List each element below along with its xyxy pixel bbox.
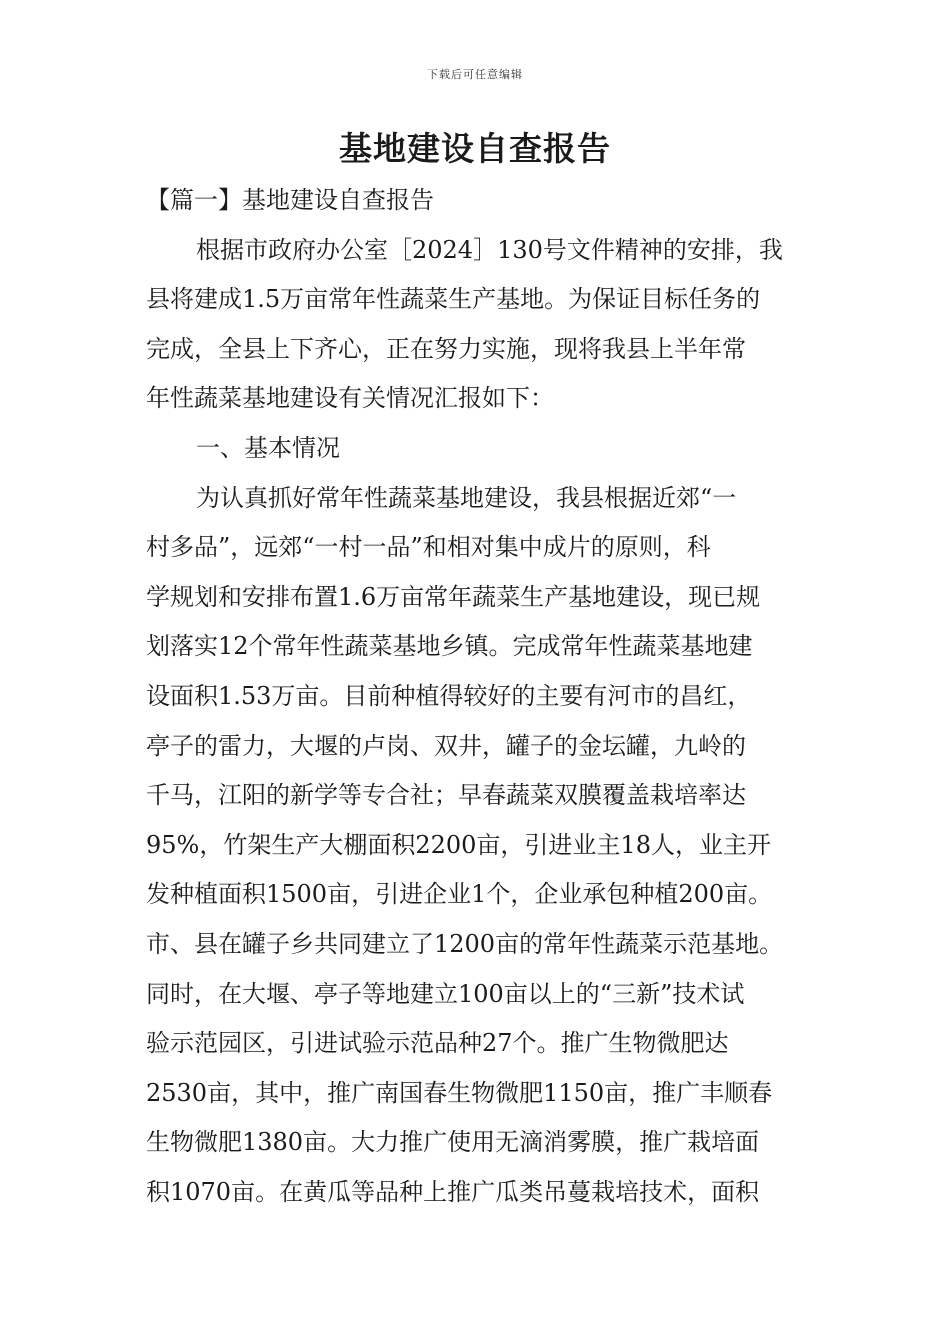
text-line: 为认真抓好常年性蔬菜基地建设，我县根据近郊“一 [196,483,737,512]
text-line: 生物微肥1380亩。大力推广使用无滴消雾膜，推广栽培面 [146,1128,760,1157]
text-line: 根据市政府办公室［2024］130号文件精神的安排，我 [196,235,783,264]
text-line: 市、县在罐子乡共同建立了1200亩的常年性蔬菜示范基地。 [146,929,784,958]
text-line: 2530亩，其中，推广南国春生物微肥1150亩，推广丰顺春 [146,1078,773,1107]
document-title: 基地建设自查报告 [339,129,611,168]
header-note: 下载后可任意编辑 [427,68,523,81]
section-label: 【篇一】基地建设自查报告 [146,186,434,214]
text-line: 学规划和安排布置1.6万亩常年蔬菜生产基地建设，现已规 [146,582,761,611]
text-line: 积1070亩。在黄瓜等品种上推广瓜类吊蔓栽培技术，面积 [146,1177,760,1206]
text-line: 县将建成1.5万亩常年性蔬菜生产基地。为保证目标任务的 [146,285,761,314]
text-line: 设面积1.53万亩。目前种植得较好的主要有河市的昌红， [146,681,752,710]
text-line: 验示范园区，引进试验示范品种27个。推广生物微肥达 [146,1029,729,1058]
text-line: 发种植面积1500亩，引进企业1个，企业承包种植200亩。 [146,880,773,909]
text-line: 一、基本情况 [196,433,340,462]
text-line: 完成，全县上下齐心，正在努力实施，现将我县上半年常 [146,334,746,363]
text-line: 95%，竹架生产大棚面积2200亩，引进业主18人，业主开 [146,830,771,859]
text-line: 划落实12个常年性蔬菜基地乡镇。完成常年性蔬菜基地建 [146,632,753,661]
text-line: 千马，江阳的新学等专合社；早春蔬菜双膜覆盖栽培率达 [146,781,746,810]
text-line: 年性蔬菜基地建设有关情况汇报如下： [146,384,554,413]
text-line: 村多品”，远郊“一村一品”和相对集中成片的原则，科 [146,533,711,562]
document-body [146,176,811,1217]
paragraph-lines [146,226,811,1218]
text-line: 亭子的雷力，大堰的卢岗、双井，罐子的金坛罐，九岭的 [146,731,746,760]
text-line: 同时，在大堰、亭子等地建立100亩以上的“三新”技术试 [146,979,745,1008]
